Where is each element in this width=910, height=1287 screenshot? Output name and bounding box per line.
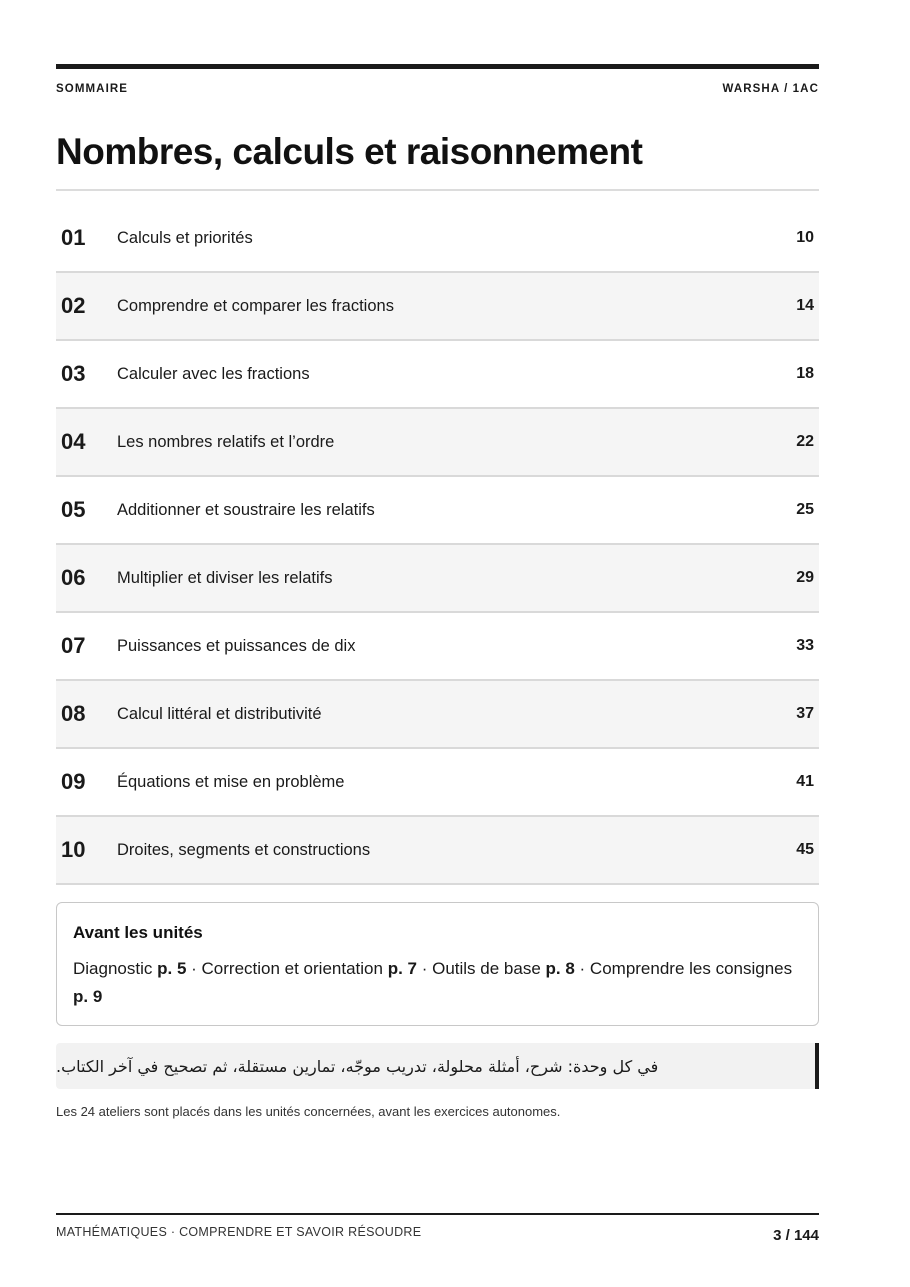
unit-page: 33 [796,637,814,654]
unit-page: 22 [796,433,814,450]
separator: · [574,959,590,978]
unit-number: 09 [61,769,86,794]
before-units-box [56,902,819,1026]
unit-number: 07 [61,633,86,658]
toc-row[interactable] [56,817,819,885]
footer-rule [56,1213,819,1215]
prelim-item-page: p. 8 [545,959,575,978]
unit-title: Équations et mise en problème [117,772,345,791]
toc-row[interactable] [56,477,819,545]
unit-page: 10 [796,229,814,246]
unit-number: 02 [61,293,86,318]
unit-title: Multiplier et diviser les relatifs [117,568,333,587]
prelim-item-page: p. 9 [73,987,103,1006]
prelim-item-label: Comprendre les consignes [589,959,793,978]
top-rule [56,64,819,69]
unit-title: Calculs et priorités [117,228,253,247]
toc-row[interactable] [56,273,819,341]
prelim-item-label: Outils de base [432,959,541,978]
separator: · [416,959,433,978]
before-units-title: Avant les unités [73,923,203,942]
unit-title: Additionner et soustraire les relatifs [117,500,375,519]
footer-title: MATHÉMATIQUES · COMPRENDRE ET SAVOIR RÉSOUDRE [56,1225,422,1239]
section-label: SOMMAIRE [56,83,129,95]
prelim-item-label: Correction et orientation [201,959,383,978]
toc-row[interactable] [56,205,819,273]
page-number: 3 / 144 [773,1227,819,1244]
unit-page: 29 [796,569,814,586]
unit-title: Puissances et puissances de dix [117,636,356,655]
prelim-item-label: Diagnostic [73,959,153,978]
prelim-item-page: p. 5 [157,959,187,978]
book-code: WARSHA / 1AC [722,83,819,95]
unit-title: Droites, segments et constructions [117,840,371,859]
separator: · [186,959,202,978]
unit-number: 06 [61,565,86,590]
unit-page: 14 [796,297,814,314]
toc-row[interactable] [56,613,819,681]
toc-row[interactable] [56,341,819,409]
prelim-item-page: p. 7 [387,959,417,978]
toc-row[interactable] [56,409,819,477]
unit-title: Les nombres relatifs et l’ordre [117,432,335,451]
before-units-list [73,955,802,1011]
toc-row[interactable] [56,749,819,817]
unit-page: 37 [796,705,814,722]
toc-row[interactable] [56,545,819,613]
toc-row[interactable] [56,681,819,749]
workshops-note: Les 24 ateliers sont placés dans les unités concernées, avant les exercices autonomes. [56,1104,561,1119]
table-of-contents [56,205,819,885]
unit-title: Calcul littéral et distributivité [117,704,322,723]
title-divider [56,189,819,191]
unit-page: 45 [796,841,814,858]
unit-page: 18 [796,365,814,382]
page-title: Nombres, calculs et raisonnement [56,131,643,172]
unit-title: Comprendre et comparer les fractions [117,296,394,315]
unit-number: 03 [61,361,86,386]
unit-page: 41 [796,773,814,790]
unit-number: 08 [61,701,86,726]
unit-number: 05 [61,497,86,522]
unit-number: 10 [61,837,86,862]
arabic-callout: في كل وحدة: شرح، أمثلة محلولة، تدريب موجّه، تمارين مستقلة، ثم تصحيح في آخر الكتاب. [56,1043,819,1089]
unit-title: Calculer avec les fractions [117,364,310,383]
unit-number: 01 [61,225,86,250]
unit-number: 04 [61,429,86,454]
unit-page: 25 [796,501,814,518]
